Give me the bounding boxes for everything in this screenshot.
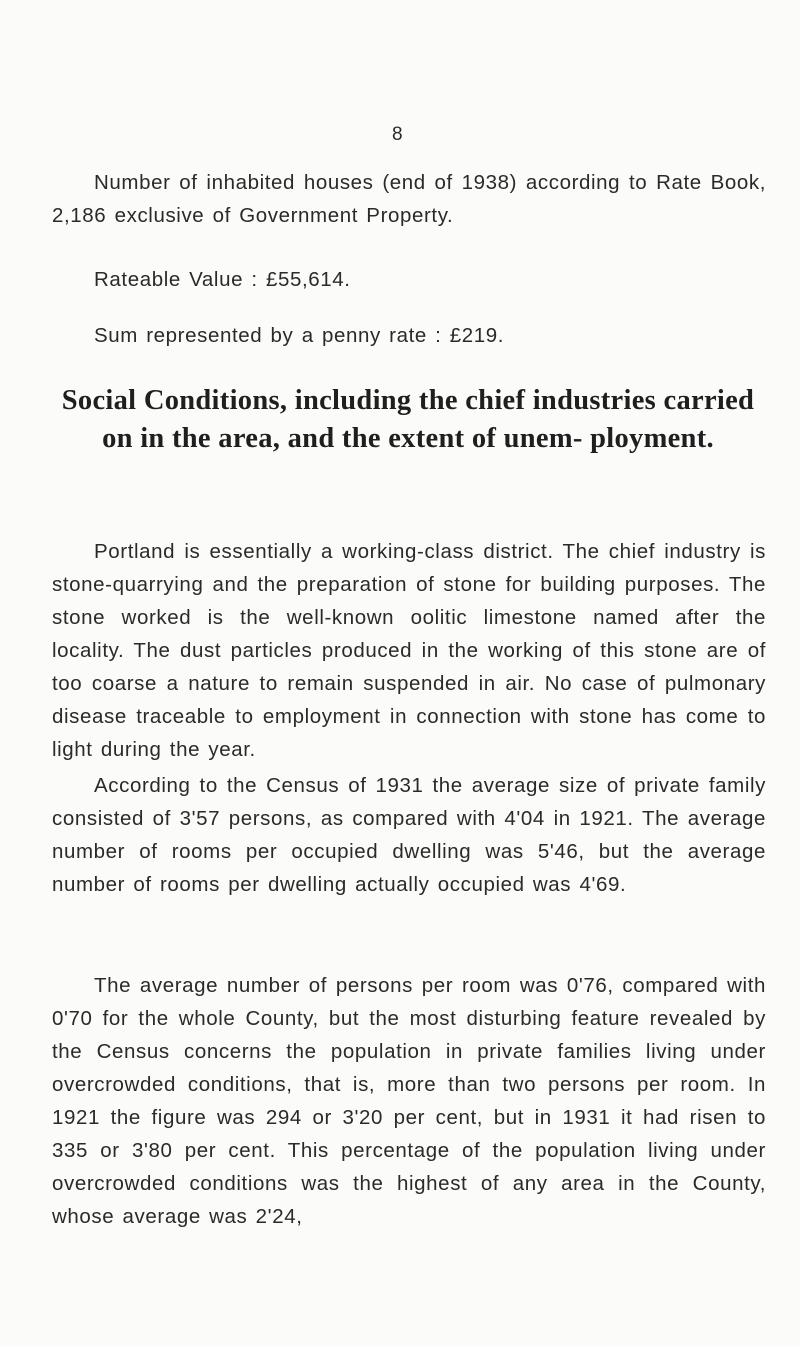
paragraph-overcrowding: The average number of persons per room was 0'76, compared with 0'70 for the whole County, but the most disturbing feature revealed by the Census concerns the population in private families living under overcrowded conditions, that is, more than two persons per room. In 1921 the figure was 294 or 3'20 per cent, but in 1931 it had risen to 335 or 3'80 per cent. This percentage of the population living under overcrowded conditions was the highest of any area in the County, whose average was 2'24,: [52, 974, 766, 1228]
page-number: 8: [392, 124, 404, 145]
paragraph-penny-rate: Sum represented by a penny rate : £219.: [94, 324, 505, 347]
paragraph-rateable-value: Rateable Value : £55,614.: [94, 268, 351, 291]
paragraph-industry: Portland is essentially a working-class district. The chief industry is stone-quarrying and the preparation of stone for building purposes. The stone worked is the well-known oolitic limestone named after the locality. The dust particles produced in the working of this stone are of too coarse a nature to remain suspended in air. No case of pulmonary disease traceable to employment in connection with stone has come to light during the year.: [52, 540, 766, 761]
paragraph-census-family: According to the Census of 1931 the average size of private family consisted of 3'57 persons, as compared with 4'04 in 1921. The average number of rooms per occupied dwelling was 5'46, but the average number of rooms per dwelling actually occupied was 4'69.: [52, 774, 766, 896]
paragraph-inhabited-houses: Number of inhabited houses (end of 1938) according to Rate Book, 2,186 exclusive of Government Property.: [52, 171, 766, 227]
section-heading: Social Conditions, including the chief industries carried on in the area, and the extent of unem- ployment.: [61, 385, 755, 454]
